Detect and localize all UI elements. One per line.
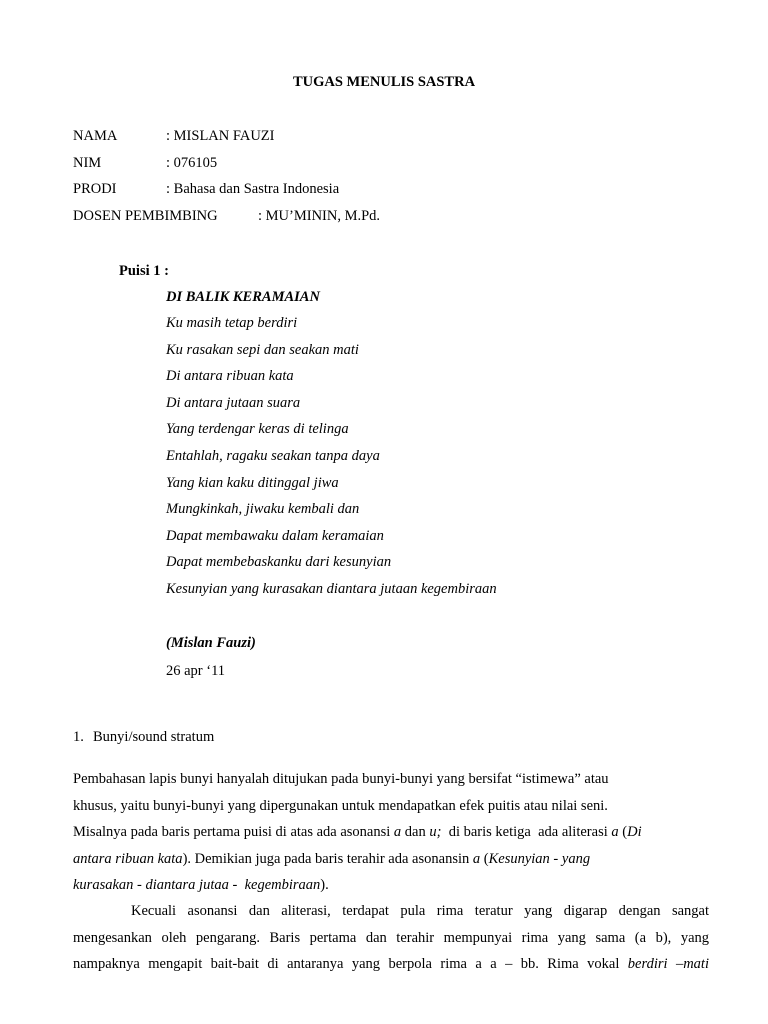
text-run: di baris ketiga ada aliterasi <box>441 824 612 841</box>
text-run-italic: a <box>393 824 402 841</box>
poem-line: Kesunyian yang kurasakan diantara jutaan kegembiraan <box>166 580 497 597</box>
prodi-value: : Bahasa dan Sastra Indonesia <box>166 181 340 197</box>
text-run: ). <box>320 877 329 894</box>
section-title: Bunyi/sound stratum <box>93 729 215 745</box>
text-run-italic: kurasakan - diantara jutaa - kegembiraan <box>73 877 321 894</box>
nim-label: NIM <box>73 155 102 171</box>
text-run-italic: Di <box>627 824 642 841</box>
poem-line: Yang terdengar keras di telinga <box>166 421 349 438</box>
poem-line: Di antara ribuan kata <box>166 368 294 385</box>
poem-line: Dapat membebaskanku dari kesunyian <box>166 554 392 571</box>
paragraph-line <box>73 951 709 978</box>
poem-label: Puisi 1 : <box>119 263 169 279</box>
nama-value: : MISLAN FAUZI <box>166 128 275 144</box>
poem-lines <box>166 314 497 607</box>
paragraph-line <box>73 846 713 873</box>
text-run-italic: a <box>611 824 619 841</box>
paragraph-line: Pembahasan lapis bunyi hanyalah ditujukan pada bunyi-bunyi yang bersifat “istimewa” atau <box>73 771 609 787</box>
poem-line: Ku rasakan sepi dan seakan mati <box>166 341 359 358</box>
document-title: TUGAS MENULIS SASTRA <box>292 74 476 90</box>
paragraph-line: Kecuali asonansi dan aliterasi, terdapat pula rima teratur yang digarap dengan sangat <box>131 903 709 919</box>
paragraph-2 <box>73 898 709 978</box>
text-run: dan <box>401 824 430 841</box>
paragraph-line: mengesankan oleh pengarang. Baris pertama dan terahir mempunyai rima yang sama (a b), yang <box>73 929 709 946</box>
nim-value: : 076105 <box>166 155 218 171</box>
poem-line: Di antara jutaan suara <box>166 394 301 411</box>
poem-title: DI BALIK KERAMAIAN <box>166 289 320 305</box>
section-number: 1. <box>73 729 84 745</box>
text-run: ( <box>480 850 489 867</box>
text-run: Misalnya pada baris pertama puisi di atas ada asonansi <box>73 824 394 841</box>
text-run-italic: antara ribuan kata <box>73 850 183 867</box>
text-run: ). Demikian juga pada baris terahir ada asonansin <box>182 850 473 867</box>
text-run-italic: u; <box>429 824 442 841</box>
text-run-italic: Kesunyian - yang <box>488 850 591 867</box>
text-run: ( <box>618 824 628 841</box>
poem-line: Dapat membawaku dalam keramaian <box>166 527 384 544</box>
paragraph-line <box>73 872 713 899</box>
poem-line: Entahlah, ragaku seakan tanpa daya <box>166 447 380 464</box>
poem-line: Ku masih tetap berdiri <box>166 315 298 331</box>
poem-author: (Mislan Fauzi) <box>166 635 256 651</box>
section-heading <box>73 728 214 746</box>
dosen-value: : MU’MININ, M.Pd. <box>258 208 381 224</box>
text-run-italic: a <box>472 850 481 867</box>
paragraph-line <box>73 819 713 846</box>
text-run-italic: berdiri –mati <box>627 956 709 973</box>
nama-label: NAMA <box>73 128 118 144</box>
prodi-label: PRODI <box>73 181 117 197</box>
text-run: nampaknya mengapit bait-bait di antaranya yang berpola rima a a – bb. Rima vokal <box>73 956 628 973</box>
poem-line: Mungkinkah, jiwaku kembali dan <box>166 501 360 518</box>
paragraph-1 <box>73 766 713 899</box>
poem-line: Yang kian kaku ditinggal jiwa <box>166 474 339 491</box>
poem-date: 26 apr ‘11 <box>166 663 226 679</box>
dosen-label: DOSEN PEMBIMBING <box>73 208 218 224</box>
paragraph-line: khusus, yaitu bunyi-bunyi yang dipergunakan untuk mendapatkan efek puitis atau nilai seni. <box>73 797 608 814</box>
